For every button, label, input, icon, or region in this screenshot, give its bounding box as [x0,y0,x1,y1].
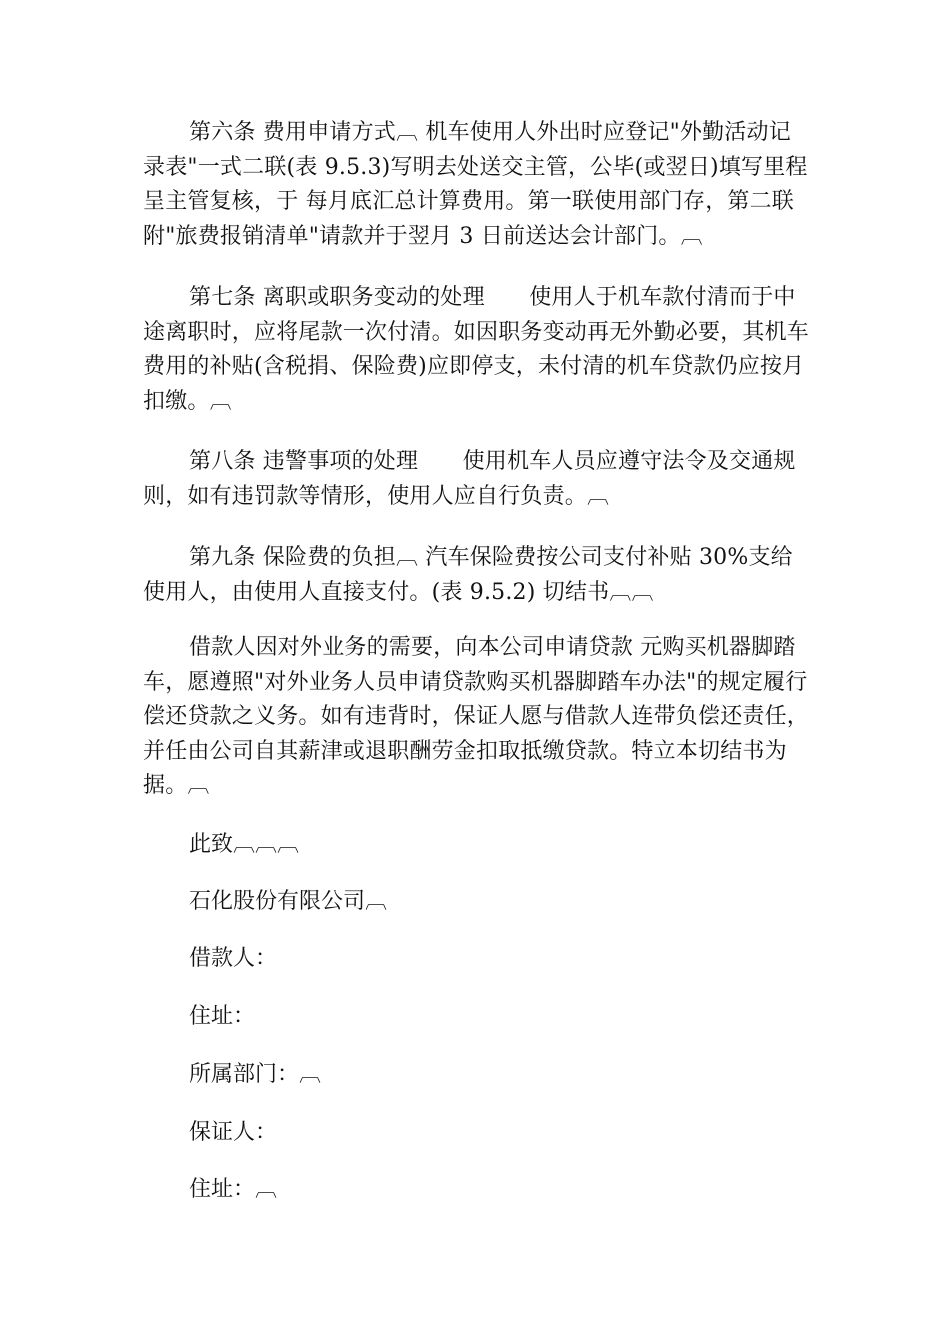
salutation-line: 此致︹︹︹ [189,832,300,857]
guarantor-address-line: 住址：︹ [189,1177,278,1202]
department-line: 所属部门：︹ [189,1062,322,1087]
borrower-address-line: 住址： [189,1004,256,1029]
article-9-paragraph: 第九条 保险费的负担︹ 汽车保险费按公司支付补贴 30%支给使用人，由使用人直接支付。(表 9.5.2) 切结书︹︹ [143,545,793,605]
article-8-paragraph: 第八条 违警事项的处理 使用机车人员应遵守法令及交通规则，如有违罚款等情形，使用人应自行负责。︹ [143,449,796,509]
company-line: 石化股份有限公司︹ [189,889,388,914]
pledge-paragraph: 借款人因对外业务的需要，向本公司申请贷款 元购买机器脚踏车，愿遵照"对外业务人员申请贷款购买机器脚踏车办法"的规定履行偿还贷款之义务。如有违背时，保证人愿与借款人连带负偿还责任，并任由公司自其薪津或退职酬劳金扣取抵缴贷款。特立本切结书为据。︹ [143,635,810,798]
article-6-paragraph: 第六条 费用申请方式︹ 机车使用人外出时应登记"外勤活动记录表"一式二联(表 9.5.3)写明去处送交主管，公毕(或翌日)填写里程呈主管复核，于 每月底汇总计算费用。第一联使用部门存，第二联附"旅费报销清单"请款并于翌月 3 日前送达会计部门。︹ [143,120,808,249]
guarantor-line: 保证人： [189,1120,278,1145]
borrower-line: 借款人： [189,946,278,971]
article-7-paragraph: 第七条 离职或职务变动的处理 使用人于机车款付清而于中途离职时，应将尾款一次付清。如因职务变动再无外勤必要，其机车费用的补贴(含税捐、保险费)应即停支，未付清的机车贷款仍应按月扣缴。︹ [143,285,810,414]
